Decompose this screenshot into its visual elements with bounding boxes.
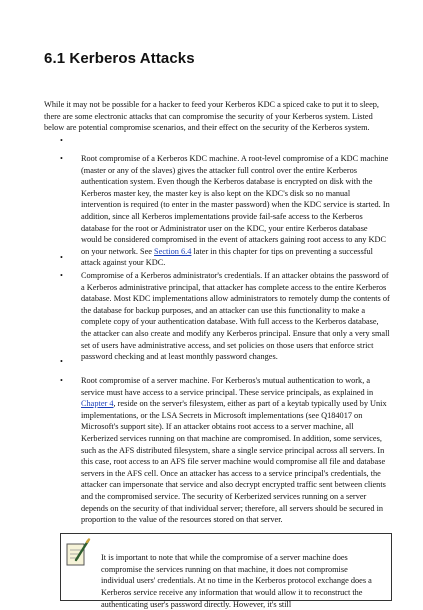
note-text: It is important to note that while the compromise of a server machine does compromise the services running on that machine, it does not compromise individual users' credentials. At no time in the Kerberos protocol exchange does a Kerberos service receive any information that would allow it to reconstruct the authenticating user's password directly. However, it's still: [101, 553, 372, 609]
empty-bullet: •: [60, 136, 63, 145]
list-item-text: Compromise of a Kerberos administrator's credentials. If an attacker obtains the password of a Kerberos administrative principal, that attacker has complete access to the entire Kerberos database. Most KDC implementations allow administrators to remotely dump the contents of the database for backup purposes, and an attacker can use this functionality to make a complete copy of your authentication database. With full access to the Kerberos database, the attacker can also create and modify any Kerberos principal. Ensure that only a very small set of users have administrative access, and set policies on those users that enforce strict password checking and at least monthly password changes.: [81, 271, 390, 362]
bullet: •: [60, 376, 63, 385]
list-item-admin-credentials: [60, 270, 390, 363]
note-box: [60, 533, 392, 609]
list-item-server-compromise: [60, 375, 390, 526]
bullet: •: [60, 154, 63, 163]
list-item-text: Root compromise of a server machine. For Kerberos's mutual authentication to work, a service must have access to a service principal. These service principals, as explained in Chapter 4, reside on the server's filesystem, either as part of a keytab typically used by Unix implementations, or the LSA Secrets in Microsoft implementations (see Q184017 on Microsoft's support site). If an attacker obtains root access to a server machine, all Kerberized services running on that machine are compromised. In addition, some services, such as the AFS distributed filesystem, share a single service principal across all servers. In this case, root access to an AFS file server machine would compromise all file and database servers in the AFS cell. Once an attacker has access to a service principal's credentials, the attacker can impersonate that service and also decrypt encrypted traffic sent between clients and the compromised service. The security of Kerberized services running on a server depends on the security of that individual server; therefore, all servers should be secured in proportion to the value of the resources stored on that server.: [81, 376, 387, 525]
chapter-4-link[interactable]: Chapter 4: [81, 399, 114, 409]
empty-bullet: •: [60, 253, 63, 262]
section-heading: 6.1 Kerberos Attacks: [44, 50, 195, 67]
section-6-4-link[interactable]: Section 6.4: [154, 246, 192, 256]
pen-and-paper-icon: [65, 538, 91, 568]
empty-bullet: •: [60, 357, 63, 366]
list-item-text: Root compromise of a Kerberos KDC machine. A root-level compromise of a KDC machine (master or any of the slaves) gives the attacker full control over the entire Kerberos authentication system. Even though the Kerberos database is encrypted on disk with the Kerberos master key, the master key is also kept on the KDC's disk so no manual intervention is required (to enter in the master password) when the KDC service is started. In addition, since all Kerberos implementations provide fail-safe access to the Kerberos database for the root or Administrator user on the KDC, your entire Kerberos database would be considered compromised in the event of attackers gaining root access to any KDC on your network. See Section 6.4 later in this chapter for tips on preventing a successful attack against your KDC.: [81, 154, 390, 268]
bullet: •: [60, 271, 63, 280]
list-item-kdc-compromise: [60, 153, 390, 269]
intro-paragraph: While it may not be possible for a hacker to feed your Kerberos KDC a spiced cake to put it to sleep, there are some electronic attacks that can compromise the security of your Kerberos system. Listed below are potential compromise scenarios, and their effect on the security of the Kerberos system.: [44, 100, 379, 133]
